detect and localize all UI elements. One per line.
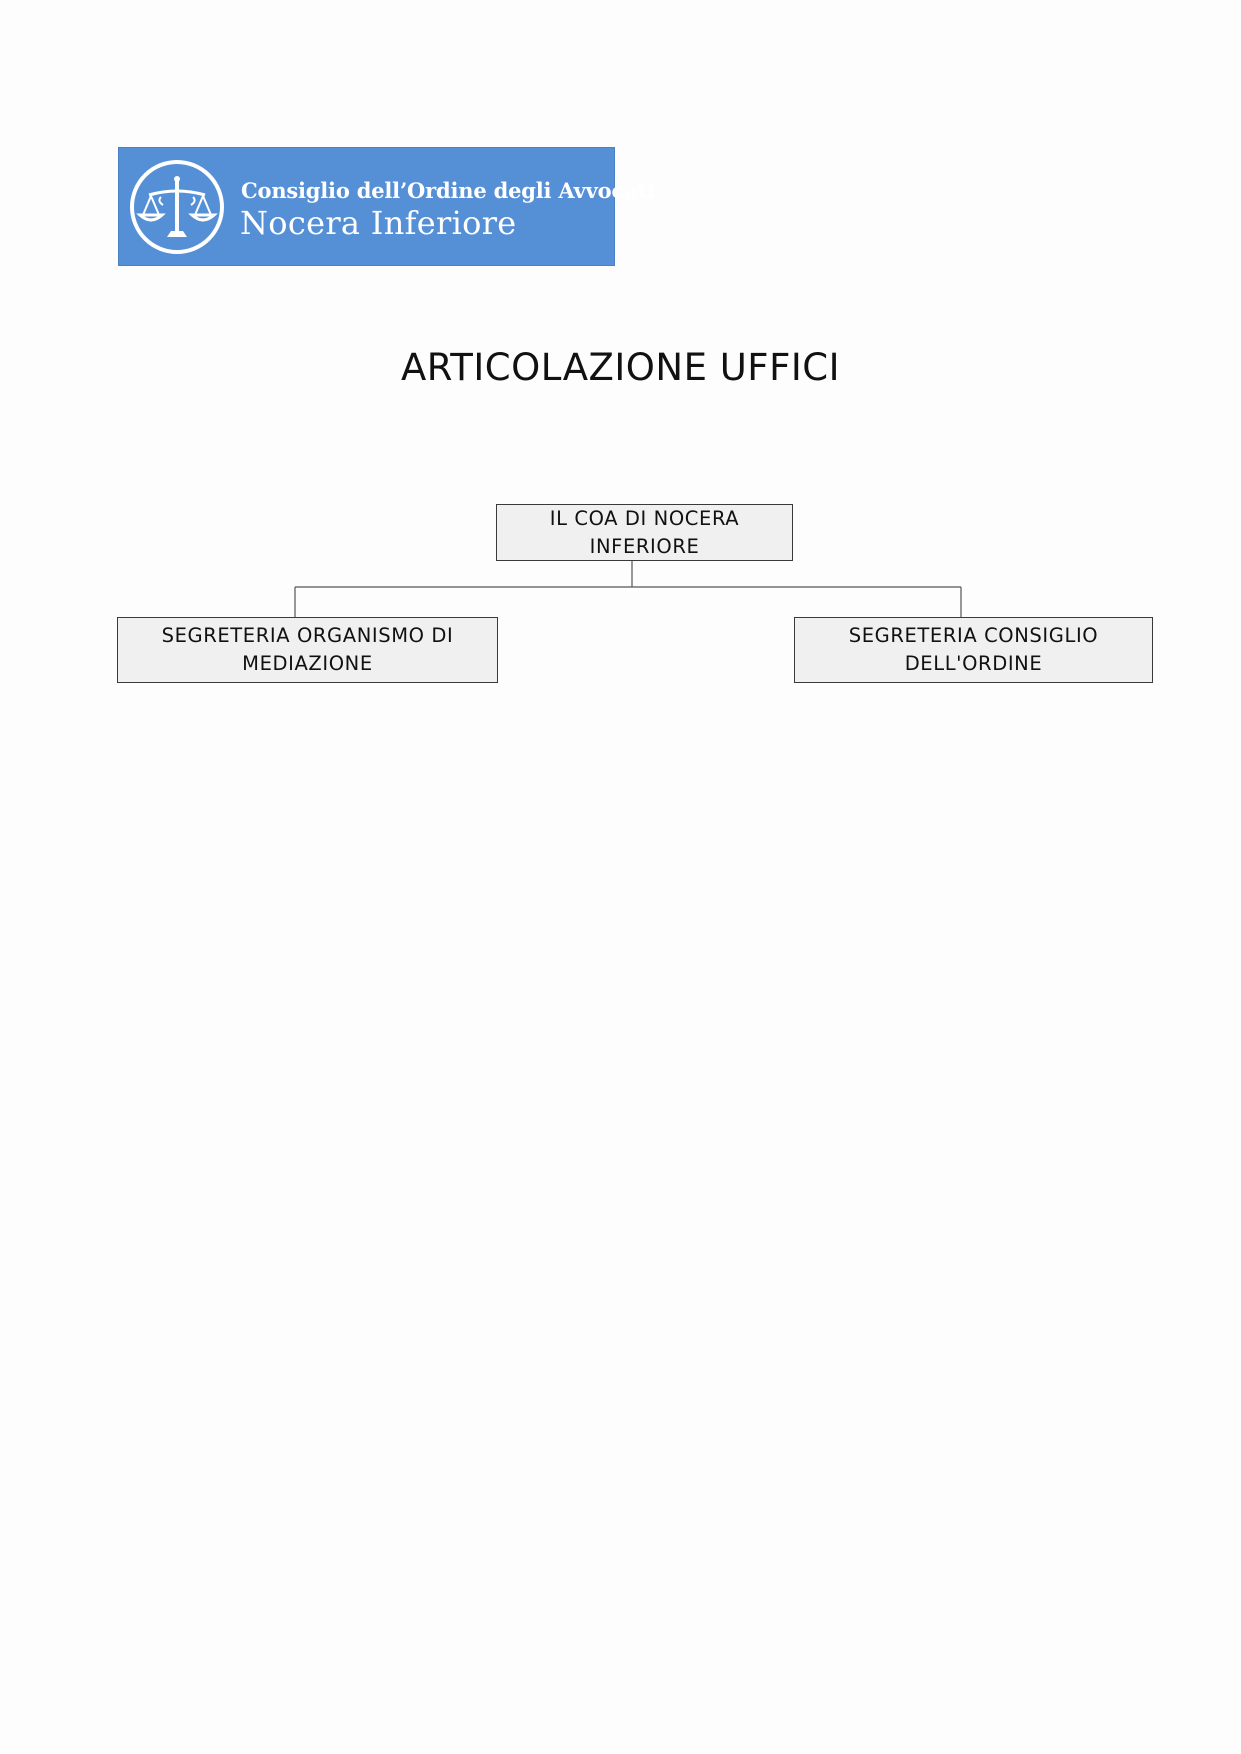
org-node-segreteria-mediazione bbox=[117, 617, 498, 683]
logo-organization-name: Consiglio dell’Ordine degli Avvocati bbox=[241, 178, 655, 203]
org-node-label-line2: INFERIORE bbox=[589, 534, 700, 558]
org-node-label-line1: IL COA DI NOCERA bbox=[549, 506, 740, 530]
logo-city-name: Nocera Inferiore bbox=[240, 204, 517, 242]
org-node-label-line1: SEGRETERIA ORGANISMO DI bbox=[161, 624, 454, 647]
org-node-segreteria-consiglio bbox=[794, 617, 1153, 683]
page-title: ARTICOLAZIONE UFFICI bbox=[400, 346, 841, 389]
scales-of-justice-icon bbox=[127, 157, 227, 257]
org-node-label-line1: SEGRETERIA CONSIGLIO bbox=[848, 624, 1099, 647]
logo-banner bbox=[118, 147, 655, 266]
org-node-label-line2: MEDIAZIONE bbox=[242, 652, 373, 675]
org-node-coa-nocera-inferiore bbox=[496, 504, 793, 561]
org-node-label-line2: DELL'ORDINE bbox=[904, 652, 1043, 675]
